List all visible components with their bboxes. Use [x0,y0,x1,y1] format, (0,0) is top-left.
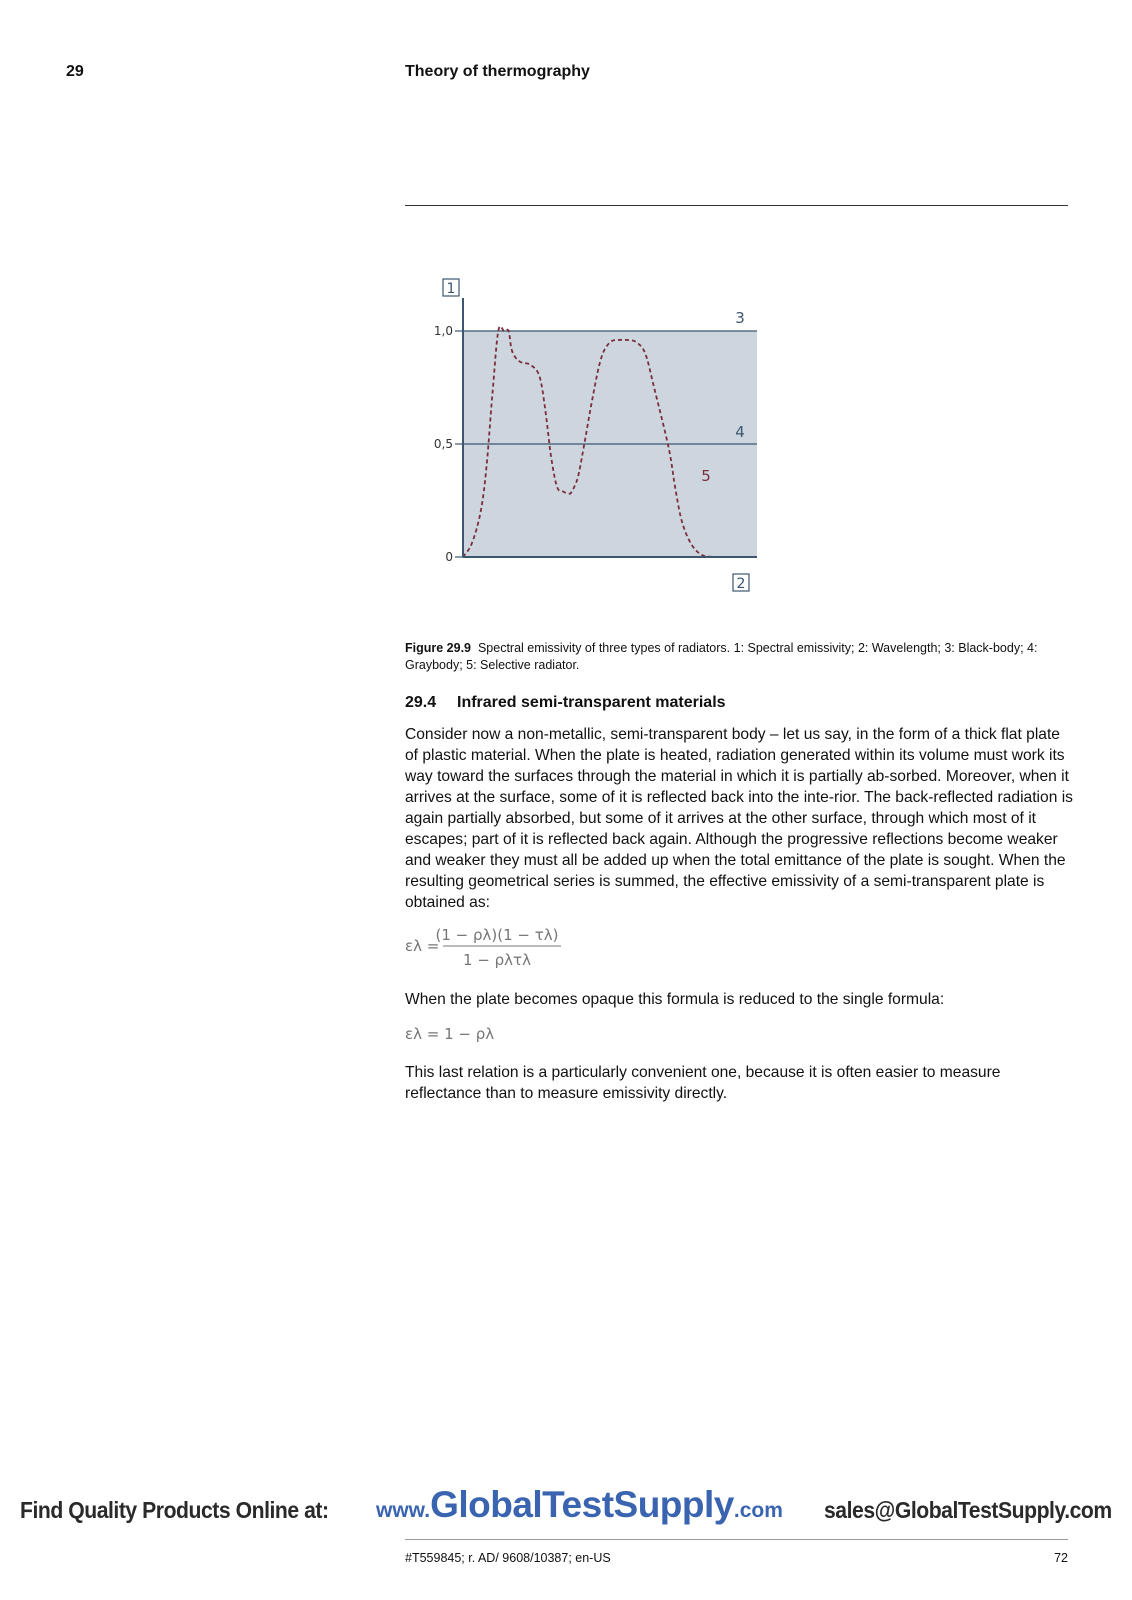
footer-url-main: GlobalTestSupply [430,1484,734,1525]
section-heading [405,694,726,712]
figure-caption-label: Figure 29.9 [405,641,471,655]
formula1-denominator: 1 − ρλτλ [463,951,531,969]
y-tick-label: 0 [445,550,453,564]
chapter-number: 29 [66,63,84,80]
footer-website-link[interactable] [376,1484,783,1526]
formula-opaque-emissivity [405,1021,525,1047]
section-title: Infrared semi-transparent materials [457,694,726,711]
callout-5-label: 5 [701,467,711,485]
footer-email-link[interactable]: sales@GlobalTestSupply.com [824,1497,1112,1523]
y-tick-label: 0,5 [433,437,453,451]
spectral-emissivity-chart [405,270,785,610]
page-number: 72 [1054,1551,1068,1565]
callout-1-label: 1 [446,281,456,297]
callout-4-label: 4 [735,423,745,441]
figure-caption [405,640,1068,674]
formula-effective-emissivity [405,922,575,972]
section-number: 29.4 [405,694,437,711]
formula2-text: ελ = 1 − ρλ [405,1025,495,1043]
footer-divider [405,1539,1068,1540]
callout-3-label: 3 [735,309,745,327]
paragraph-3: This last relation is a particularly convenient one, because it is often easier to measure reflectance than to measure emissivity directly. [405,1064,1001,1102]
paragraph-1: Consider now a non-metallic, semi-transparent body – let us say, in the form of a thick flat plate of plastic material. When the plate is heated, radiation generated within its volume must work its way toward the surfaces through the material in which it is partially ab-sorbed. Moreover, when it arrives at the surface, some of it is reflected back into the inte-rior. The back-reflected radiation is again partially absorbed, but some of it arrives at the other surface, through which most of it escapes; part of it is reflected back again. Although the progressive reflections become weaker and weaker they must all be added up when the total emittance of the plate is sought. When the resulting geometrical series is summed, the effective emissivity of a semi-transparent plate is obtained as: [405,726,1073,911]
figure-caption-text: Spectral emissivity of three types of radiators. 1: Spectral emissivity; 2: Wavelength; 3: Black-body; 4: Graybody; 5: Selective radiator. [405,641,1038,672]
formula1-numerator: (1 − ρλ)(1 − τλ) [435,926,559,944]
document-reference: #T559845; r. AD/ 9608/10387; en-US [405,1551,611,1565]
callout-2-label: 2 [736,576,746,592]
header-divider [405,205,1068,206]
formula1-lhs: ελ = [405,937,440,955]
chapter-title: Theory of thermography [405,63,590,80]
footer-find-text: Find Quality Products Online at: [20,1497,329,1523]
footer-url-suffix: .com [733,1499,783,1522]
paragraph-2: When the plate becomes opaque this formula is reduced to the single formula: [405,991,945,1008]
y-tick-label: 1,0 [433,324,453,338]
footer-url-prefix: www. [376,1499,431,1522]
